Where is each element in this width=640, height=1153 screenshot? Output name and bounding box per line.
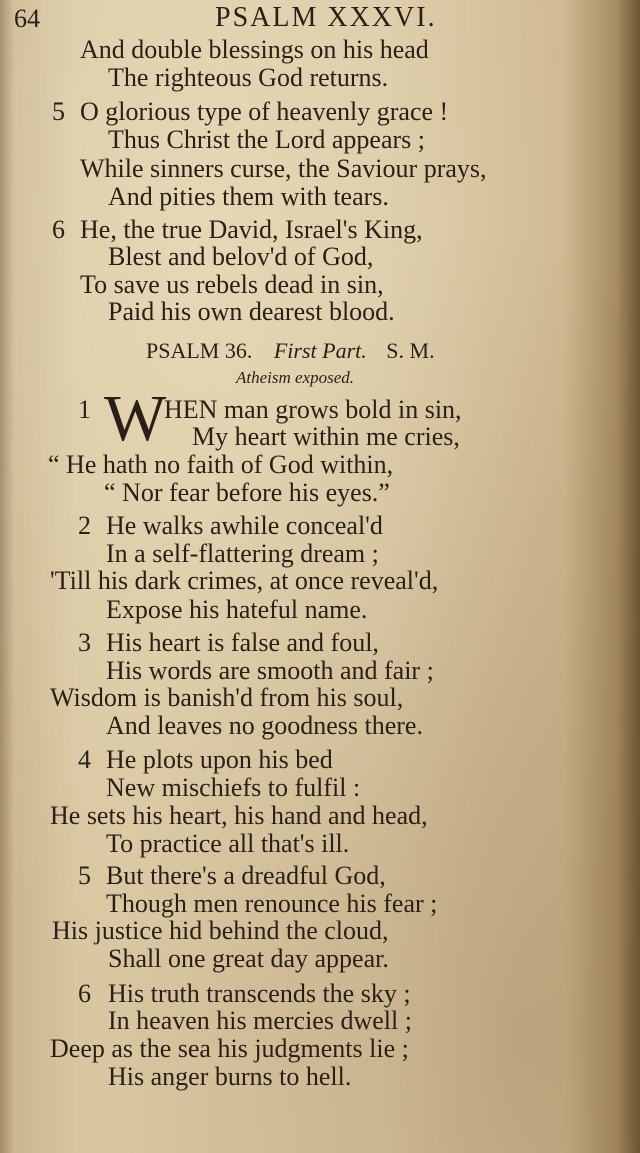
- page-right-shadow: [618, 0, 640, 1153]
- verse-line: To practice all that's ill.: [106, 829, 350, 858]
- verse-line: And leaves no goodness there.: [106, 711, 423, 740]
- verse-line: Though men renounce his fear ;: [106, 889, 438, 918]
- verse-line: Deep as the sea his judgments lie ;: [50, 1034, 409, 1063]
- verse-line: His heart is false and foul,: [106, 628, 379, 657]
- page-header: [0, 2, 640, 36]
- verse-line: Expose his hateful name.: [106, 595, 368, 624]
- verse-line: He sets his heart, his hand and head,: [50, 801, 428, 830]
- page-number: 64: [14, 4, 40, 33]
- verse-line: His anger burns to hell.: [108, 1062, 352, 1091]
- verse-line: In a self-flattering dream ;: [106, 539, 379, 568]
- verse-line: The righteous God returns.: [108, 63, 389, 92]
- verse-line: Wisdom is banish'd from his soul,: [50, 683, 404, 712]
- verse-line: And double blessings on his head: [80, 35, 429, 64]
- stanza-number: 2: [78, 511, 91, 540]
- stanza-number: 4: [78, 745, 91, 774]
- verse-line: While sinners curse, the Saviour prays,: [80, 154, 487, 183]
- psalm-title: PSALM 36.: [146, 338, 253, 363]
- verse-line: Thus Christ the Lord appears ;: [108, 125, 425, 154]
- stanza-number: 5: [78, 861, 91, 890]
- verse-line: My heart within me cries,: [192, 422, 460, 451]
- stanza-number: 5: [52, 97, 65, 126]
- stanza-number: 1: [78, 395, 91, 424]
- drop-cap: W: [104, 382, 167, 455]
- verse-line: “ Nor fear before his eyes.”: [104, 478, 390, 507]
- verse-line: He walks awhile conceal'd: [106, 511, 383, 540]
- verse-line: His words are smooth and fair ;: [106, 656, 434, 685]
- page-left-shadow: [0, 0, 14, 1153]
- verse-line: His truth transcends the sky ;: [108, 979, 411, 1008]
- verse-line: And pities them with tears.: [108, 182, 389, 211]
- verse-line: He plots upon his bed: [106, 745, 333, 774]
- verse-line: But there's a dreadful God,: [106, 861, 386, 890]
- verse-line: In heaven his mercies dwell ;: [108, 1006, 412, 1035]
- verse-line: Paid his own dearest blood.: [108, 297, 395, 326]
- psalm-heading: [146, 338, 435, 364]
- stanza-number: 6: [78, 979, 91, 1008]
- verse-line: His justice hid behind the cloud,: [52, 916, 389, 945]
- verse-line: 'Till his dark crimes, at once reveal'd,: [50, 566, 439, 595]
- psalm-meter: S. M.: [386, 338, 435, 363]
- stanza-number: 3: [78, 628, 91, 657]
- psalm-subtitle: Atheism exposed.: [236, 368, 355, 387]
- stanza-number: 6: [52, 215, 65, 244]
- psalm-part: First Part.: [273, 338, 367, 363]
- verse-line: To save us rebels dead in sin,: [80, 270, 384, 299]
- verse-line: “ He hath no faith of God within,: [48, 450, 394, 479]
- verse-line: HEN man grows bold in sin,: [164, 395, 462, 424]
- verse-line: Blest and belov'd of God,: [108, 242, 374, 271]
- verse-line: He, the true David, Israel's King,: [80, 215, 423, 244]
- verse-line: Shall one great day appear.: [108, 944, 389, 973]
- verse-line: New mischiefs to fulfil :: [106, 773, 361, 802]
- verse-line: O glorious type of heavenly grace !: [80, 97, 449, 126]
- running-title: PSALM XXXVI.: [215, 2, 437, 33]
